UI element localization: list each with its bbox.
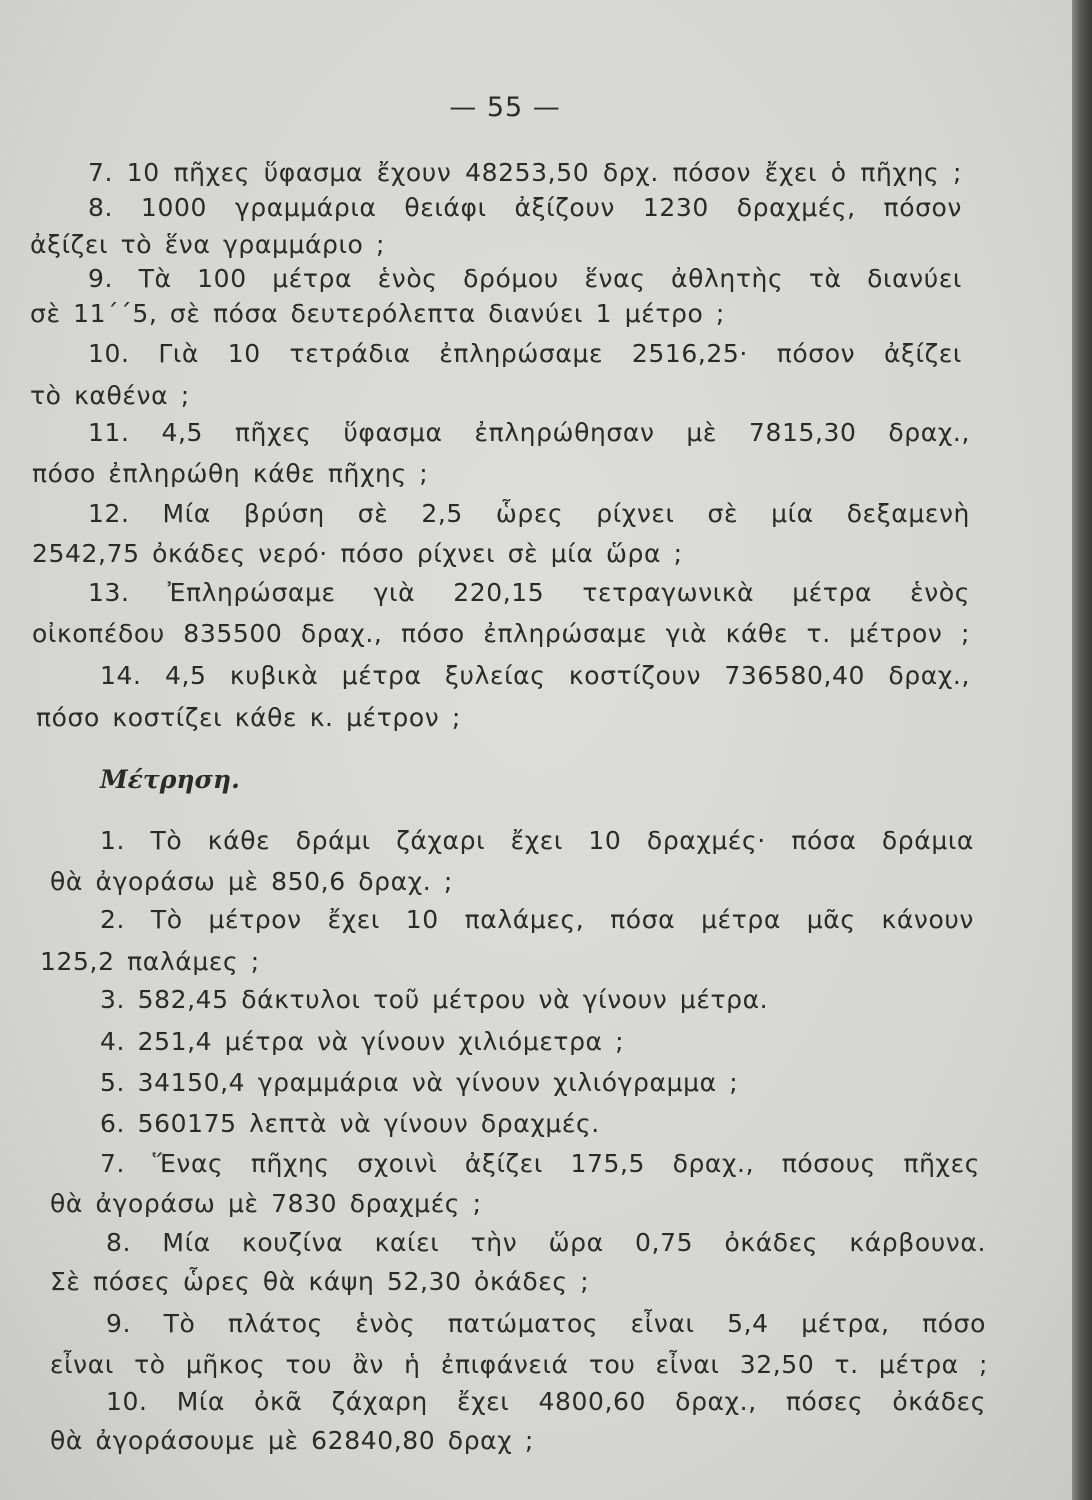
- text-line: πόσο κοστίζει κάθε κ. μέτρον ;: [36, 703, 461, 732]
- page-edge-shadow: [1072, 0, 1092, 1500]
- text-line: 8. 1000 γραμμάρια θειάφι ἀξίζουν 1230 δραχμές, πόσον: [88, 193, 962, 222]
- text-line: οἰκοπέδου 835500 δραχ., πόσο ἐπληρώσαμε γιὰ κάθε τ. μέτρον ;: [32, 619, 970, 648]
- text-line: 7. 10 πῆχες ὕφασμα ἔχουν 48253,50 δρχ. πόσον ἔχει ὁ πῆχης ;: [88, 158, 962, 187]
- text-line: 8. Μία κουζίνα καίει τὴν ὥρα 0,75 ὀκάδες κάρβουνα.: [106, 1228, 986, 1257]
- text-line: ἀξίζει τὸ ἕνα γραμμάριο ;: [30, 230, 386, 259]
- text-line: θὰ ἀγοράσουμε μὲ 62840,80 δραχ ;: [50, 1426, 534, 1455]
- text-line: 14. 4,5 κυβικὰ μέτρα ξυλείας κοστίζουν 736580,40 δραχ.,: [100, 661, 970, 690]
- page-number: — 55 —: [449, 92, 561, 123]
- text-line: τὸ καθένα ;: [30, 381, 190, 410]
- text-line: Σὲ πόσες ὧρες θὰ κάψη 52,30 ὀκάδες ;: [50, 1267, 590, 1296]
- section-heading: Μέτρηση.: [100, 765, 240, 794]
- text-line: πόσο ἐπληρώθη κάθε πῆχης ;: [32, 459, 429, 488]
- text-line: 125,2 παλάμες ;: [40, 947, 260, 976]
- text-line: 7. Ἕνας πῆχης σχοινὶ ἀξίζει 175,5 δραχ., πόσους πῆχες: [100, 1149, 980, 1178]
- text-line: 10. Μία ὀκᾶ ζάχαρη ἔχει 4800,60 δραχ., πόσες ὀκάδες: [106, 1387, 986, 1416]
- text-line: 10. Γιὰ 10 τετράδια ἐπληρώσαμε 2516,25· πόσον ἀξίζει: [88, 339, 962, 368]
- text-line: 6. 560175 λεπτὰ νὰ γίνουν δραχμές.: [100, 1109, 600, 1138]
- text-line: 3. 582,45 δάκτυλοι τοῦ μέτρου νὰ γίνουν μέτρα.: [100, 985, 769, 1014]
- text-line: θὰ ἀγοράσω μὲ 850,6 δραχ. ;: [50, 867, 453, 896]
- text-line: εἶναι τὸ μῆκος του ἂν ἡ ἐπιφάνειά του εἶναι 32,50 τ. μέτρα ;: [50, 1350, 988, 1379]
- text-line: 2542,75 ὀκάδες νερό· πόσο ρίχνει σὲ μία ὥρα ;: [32, 539, 683, 568]
- text-line: 9. Τὸ πλάτος ἑνὸς πατώματος εἶναι 5,4 μέτρα, πόσο: [106, 1309, 986, 1338]
- text-line: 12. Μία βρύση σὲ 2,5 ὧρες ρίχνει σὲ μία δεξαμενὴ: [88, 499, 970, 528]
- text-line: 1. Τὸ κάθε δράμι ζάχαρι ἔχει 10 δραχμές· πόσα δράμια: [100, 826, 974, 855]
- text-line: 9. Τὰ 100 μέτρα ἑνὸς δρόμου ἕνας ἀθλητὴς τὰ διανύει: [88, 264, 962, 293]
- text-line: 5. 34150,4 γραμμάρια νὰ γίνουν χιλιόγραμμα ;: [100, 1068, 739, 1097]
- text-line: σὲ 11΄΄5, σὲ πόσα δευτερόλεπτα διανύει 1 μέτρο ;: [30, 299, 725, 328]
- text-line: 13. Ἐπληρώσαμε γιὰ 220,15 τετραγωνικὰ μέτρα ἑνὸς: [88, 578, 970, 607]
- text-line: 4. 251,4 μέτρα νὰ γίνουν χιλιόμετρα ;: [100, 1027, 625, 1056]
- text-line: 2. Τὸ μέτρον ἔχει 10 παλάμες, πόσα μέτρα μᾶς κάνουν: [100, 905, 974, 934]
- text-line: 11. 4,5 πῆχες ὕφασμα ἐπληρώθησαν μὲ 7815,30 δραχ.,: [88, 418, 970, 447]
- text-line: θὰ ἀγοράσω μὲ 7830 δραχμές ;: [50, 1189, 482, 1218]
